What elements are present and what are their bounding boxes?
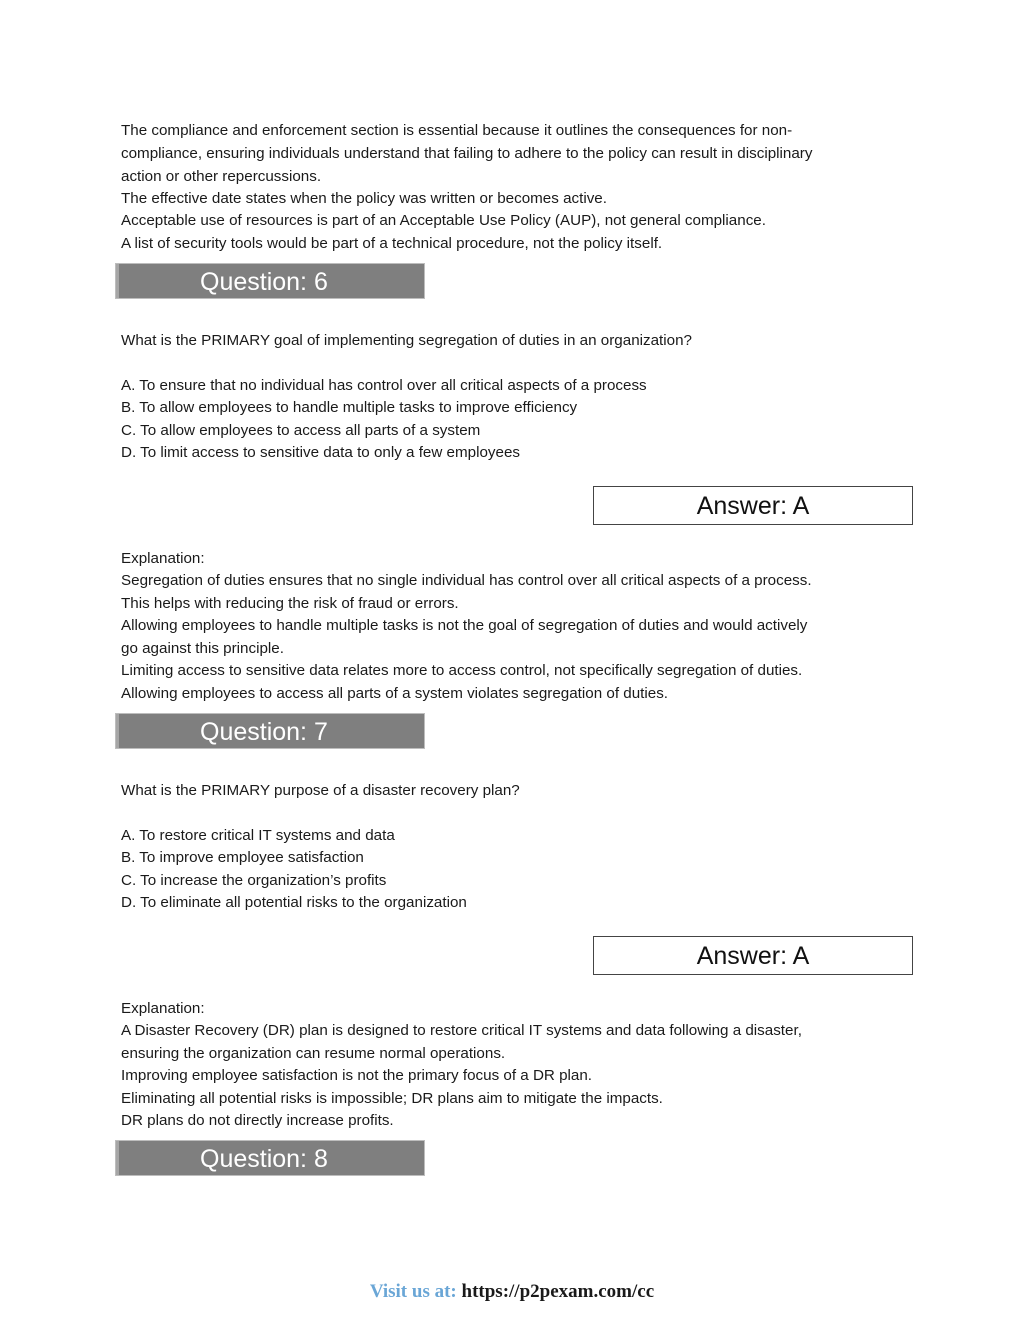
question-7-explanation-line: Improving employee satisfaction is not the primary focus of a DR plan. — [121, 1067, 593, 1084]
footer-label: Visit us at: — [369, 1281, 457, 1302]
question-6-explanation-line: This helps with reducing the risk of fraud or errors. — [121, 595, 459, 612]
question-7-header — [115, 713, 425, 749]
question-6-option-c: C. To allow employees to access all parts of a system — [121, 422, 481, 439]
question-8-header — [115, 1140, 425, 1176]
question-7-option-d: D. To eliminate all potential risks to the organization — [121, 894, 467, 911]
question-7-option-c: C. To increase the organization’s profits — [121, 872, 387, 889]
question-7-answer-box — [593, 936, 913, 975]
question-6-option-d: D. To limit access to sensitive data to only a few employees — [121, 444, 520, 461]
question-7-option-b: B. To improve employee satisfaction — [121, 849, 364, 866]
question-7-explanation-line: ensuring the organization can resume normal operations. — [121, 1045, 506, 1062]
footer — [0, 1281, 1024, 1303]
question-7-explanation-line: DR plans do not directly increase profits. — [121, 1112, 394, 1129]
question-6-option-a: A. To ensure that no individual has control over all critical aspects of a process — [121, 377, 647, 394]
footer-link[interactable]: https://p2pexam.com/cc — [461, 1281, 655, 1302]
intro-line: action or other repercussions. — [121, 168, 322, 185]
question-6-label: Question: 6 — [200, 268, 328, 296]
question-6-explanation-line: Allowing employees to handle multiple tasks is not the goal of segregation of duties and would actively — [121, 617, 808, 634]
question-7-option-a: A. To restore critical IT systems and data — [121, 827, 395, 844]
question-6-option-b: B. To allow employees to handle multiple tasks to improve efficiency — [121, 399, 578, 416]
intro-line: compliance, ensuring individuals understand that failing to adhere to the policy can result in disciplinary — [121, 145, 813, 162]
question-7-label: Question: 7 — [200, 718, 328, 746]
intro-line: The effective date states when the policy was written or becomes active. — [121, 190, 607, 207]
question-6-header — [115, 263, 425, 299]
question-6-answer-box — [593, 486, 913, 525]
intro-line: Acceptable use of resources is part of an Acceptable Use Policy (AUP), not general compliance. — [121, 212, 766, 229]
question-6-explanation-line: Segregation of duties ensures that no single individual has control over all critical aspects of a process. — [121, 572, 812, 589]
question-6-answer: Answer: A — [696, 492, 810, 520]
question-7-prompt: What is the PRIMARY purpose of a disaster recovery plan? — [121, 782, 520, 799]
question-6-explanation-line: Limiting access to sensitive data relates more to access control, not specifically segregation of duties. — [121, 662, 803, 679]
intro-line: A list of security tools would be part of a technical procedure, not the policy itself. — [121, 235, 663, 252]
question-7-explanation-line: Explanation: — [121, 1000, 205, 1017]
question-6-prompt: What is the PRIMARY goal of implementing segregation of duties in an organization? — [121, 332, 692, 349]
intro-line: The compliance and enforcement section is essential because it outlines the consequences for non- — [121, 122, 793, 139]
question-8-label: Question: 8 — [200, 1145, 328, 1173]
question-7-answer: Answer: A — [696, 942, 810, 970]
question-6-explanation-line: go against this principle. — [121, 640, 284, 657]
question-7-explanation-line: A Disaster Recovery (DR) plan is designed to restore critical IT systems and data following a disaster, — [121, 1022, 802, 1039]
question-6-explanation-line: Explanation: — [121, 550, 205, 567]
question-7-explanation-line: Eliminating all potential risks is impossible; DR plans aim to mitigate the impacts. — [121, 1090, 663, 1107]
question-6-explanation-line: Allowing employees to access all parts of a system violates segregation of duties. — [121, 685, 669, 702]
